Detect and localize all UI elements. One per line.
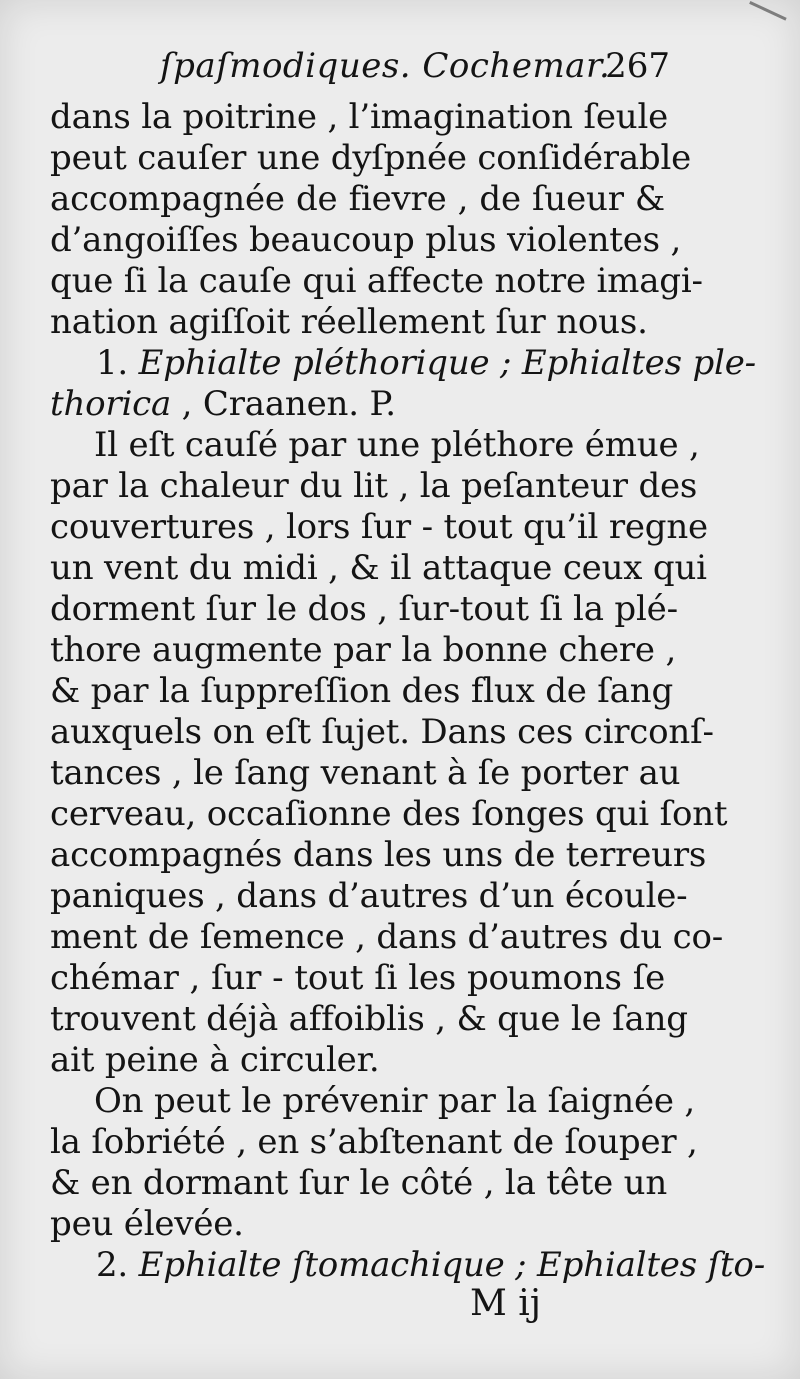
text-line: accompagnée de fievre , de ſueur & xyxy=(50,179,665,219)
section-heading-1-cont xyxy=(50,384,665,425)
text-line: accompagnés dans les uns de terreurs xyxy=(50,835,707,875)
section-title-italic: Ephialte ſtomachique ; Ephialtes ſto- xyxy=(138,1245,765,1285)
text-line: peut cauſer une dyſpnée conſidérable xyxy=(50,138,692,178)
text-line: thore augmente par la bonne chere , xyxy=(50,630,677,670)
text-line: que ſi la cauſe qui affecte notre imagi- xyxy=(50,261,703,301)
page-number: 267 xyxy=(605,46,670,86)
text-line: couvertures , lors ſur - tout qu’il regne xyxy=(50,507,708,547)
section-title-italic: thorica xyxy=(50,384,172,424)
text-line: cerveau, occaſionne des ſonges qui ſont xyxy=(50,794,728,834)
text-line: & en dormant ſur le côté , la tête un xyxy=(50,1163,668,1203)
text-line: trouvent déjà affoiblis , & que le ſang xyxy=(50,999,688,1039)
section-number: 2. xyxy=(96,1245,139,1285)
section-number: 1. xyxy=(96,343,139,383)
text-line: Il eſt cauſé par une pléthore émue , xyxy=(94,425,700,465)
section-heading-1 xyxy=(50,343,756,384)
signature-mark: M ij xyxy=(470,1283,541,1324)
running-title: ſpaſmodiques. Cochemar. xyxy=(160,46,611,86)
page-edge-mark xyxy=(737,1,786,46)
text-line: dorment ſur le dos , ſur-tout ſi la plé- xyxy=(50,589,678,629)
page-header xyxy=(160,46,670,94)
section-source: , Craanen. P. xyxy=(171,384,396,424)
text-line: tances , le ſang venant à ſe porter au xyxy=(50,753,681,793)
section-title-italic: Ephialte pléthorique ; Ephialtes ple- xyxy=(138,343,756,383)
section-heading-2 xyxy=(50,1245,765,1286)
text-line: la ſobriété , en s’abſtenant de ſouper , xyxy=(50,1122,698,1162)
text-line: ait peine à circuler. xyxy=(50,1040,380,1080)
body-text xyxy=(50,97,765,1286)
text-line: d’angoiſſes beaucoup plus violentes , xyxy=(50,220,682,260)
text-line: paniques , dans d’autres d’un écoule- xyxy=(50,876,688,916)
text-line: nation agiſſoit réellement ſur nous. xyxy=(50,302,648,342)
text-line: On peut le prévenir par la ſaignée , xyxy=(94,1081,696,1121)
text-line: & par la ſuppreſſion des flux de ſang xyxy=(50,671,674,711)
text-line: auxquels on eſt ſujet. Dans ces circonſ- xyxy=(50,712,714,752)
text-line: chémar , ſur - tout ſi les poumons ſe xyxy=(50,958,665,998)
text-line: dans la poitrine , l’imagination ſeule xyxy=(50,97,669,137)
text-line: peu élevée. xyxy=(50,1204,244,1244)
text-line: un vent du midi , & il attaque ceux qui xyxy=(50,548,707,588)
text-line: par la chaleur du lit , la peſanteur des xyxy=(50,466,698,506)
text-line: ment de ſemence , dans d’autres du co- xyxy=(50,917,724,957)
